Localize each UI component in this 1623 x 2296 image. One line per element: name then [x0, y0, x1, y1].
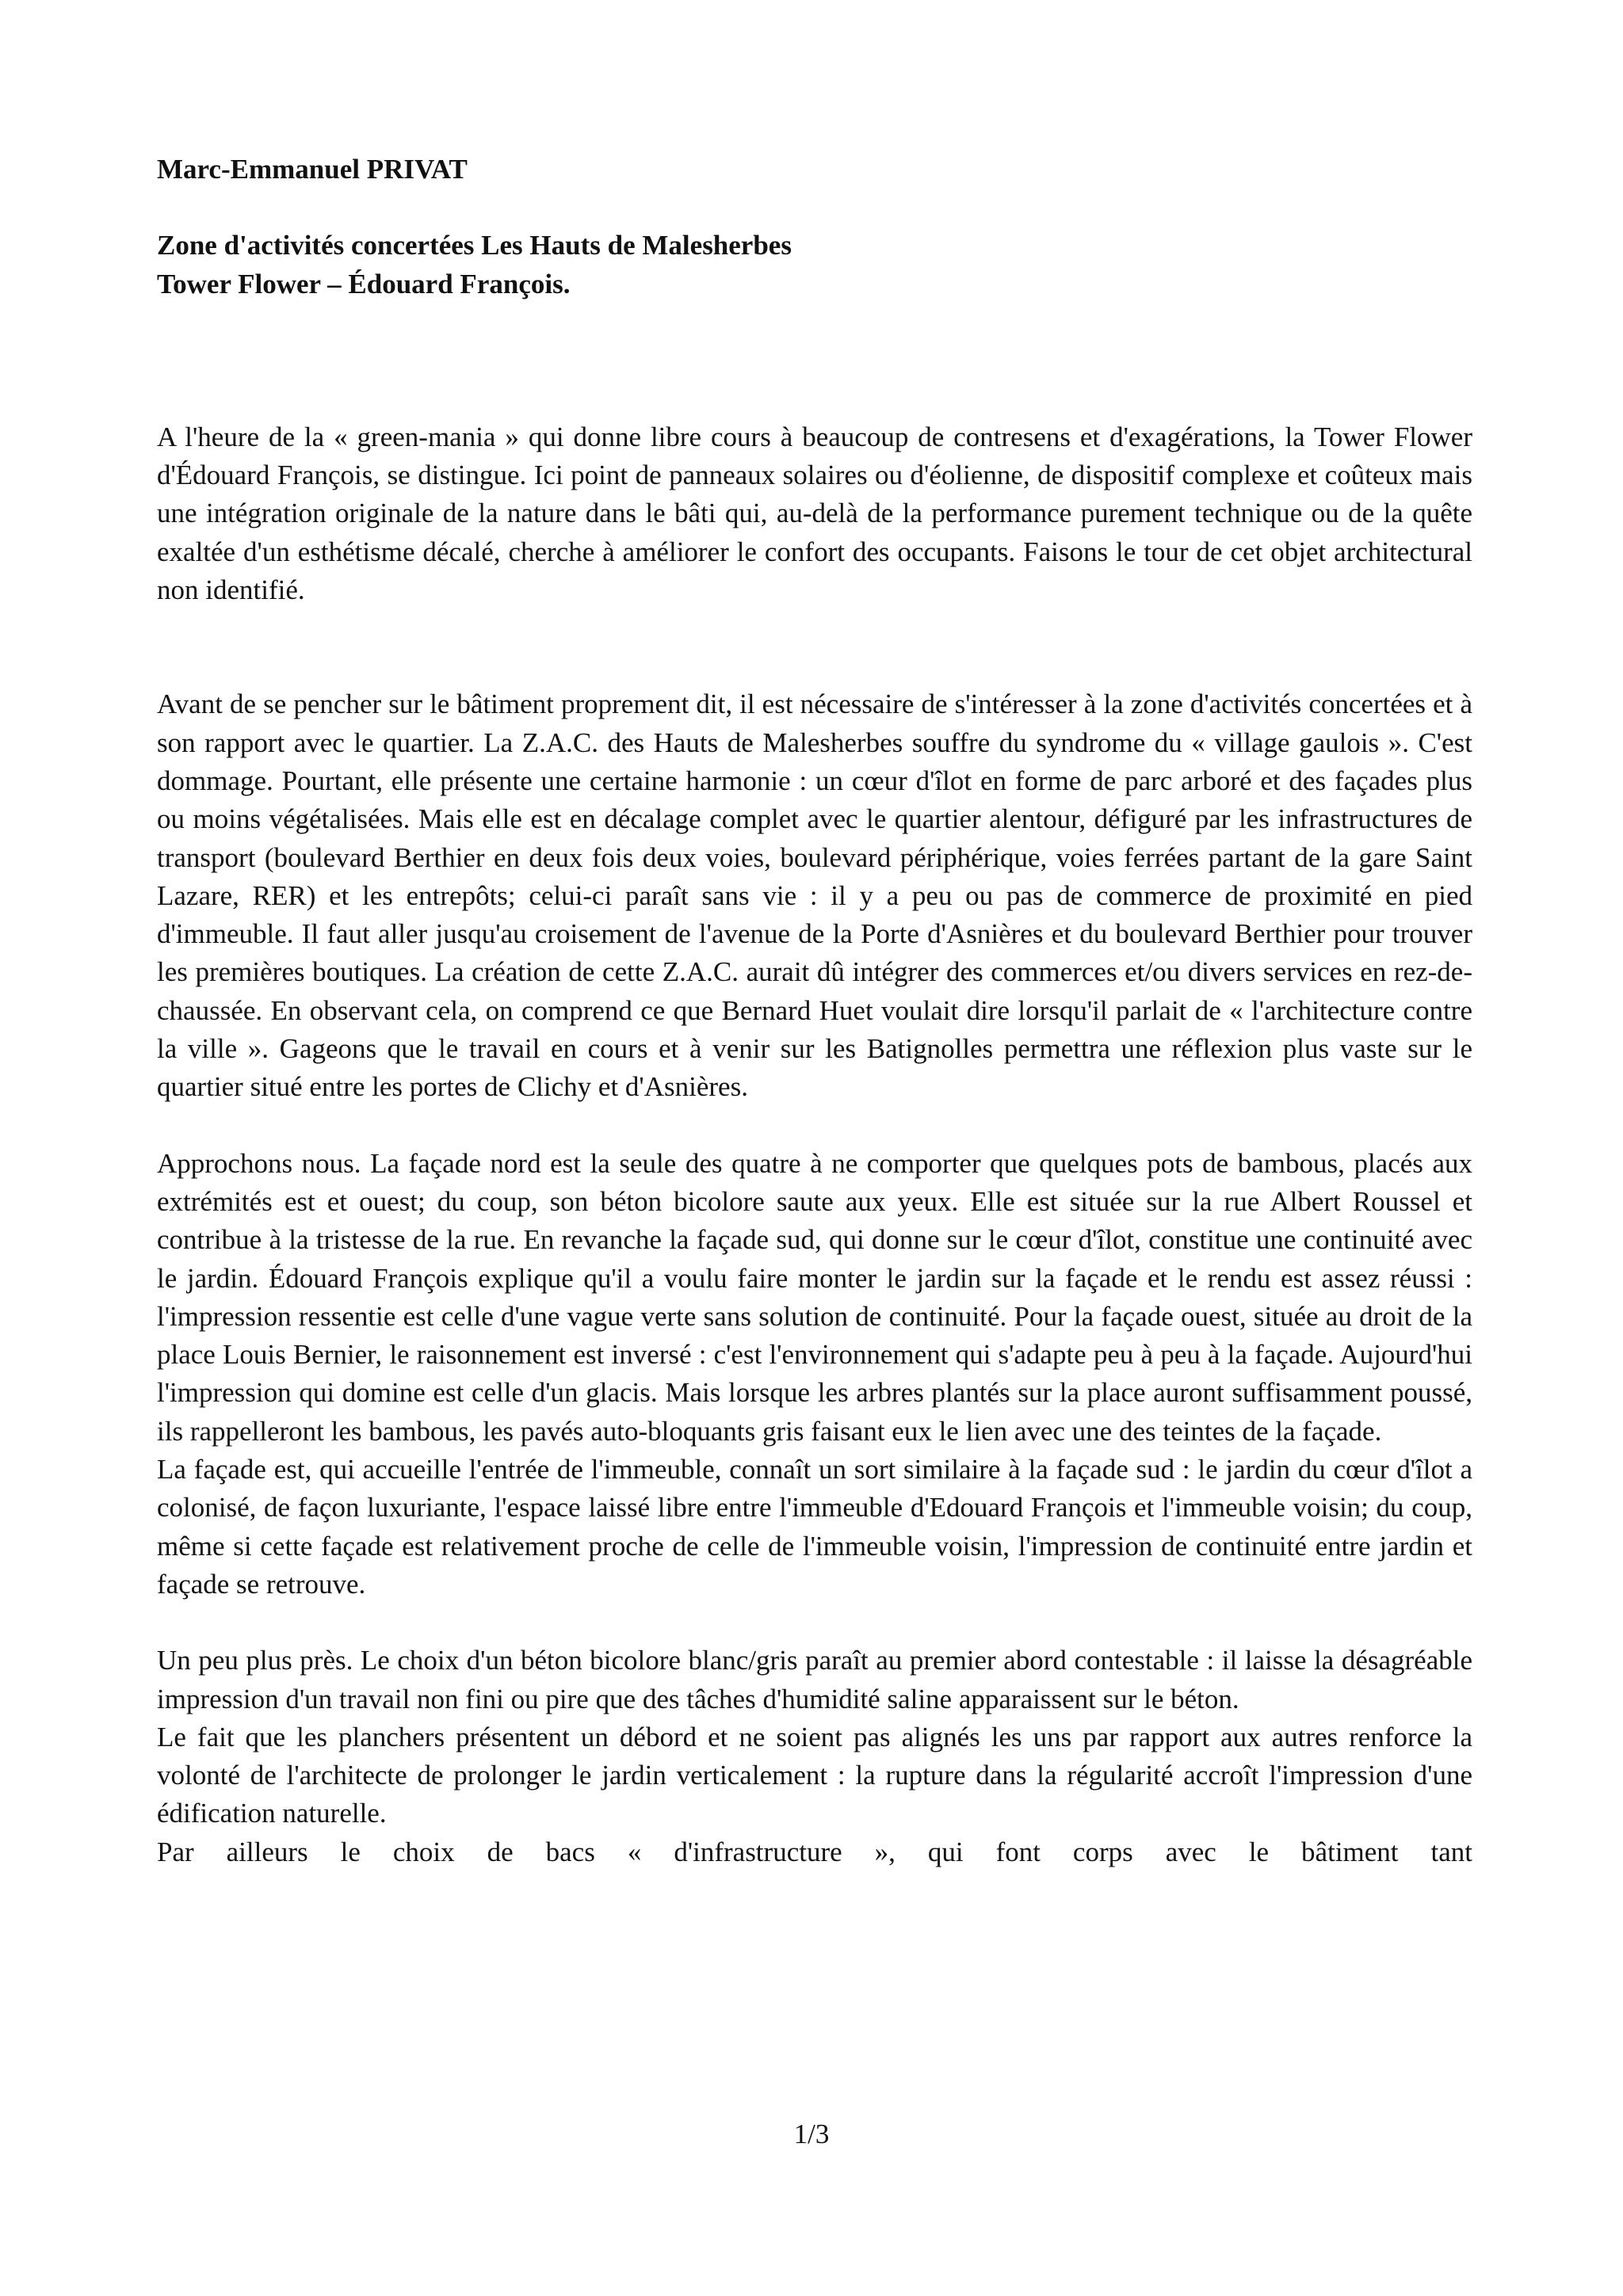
document-page — [157, 151, 1472, 1871]
paragraph-planchers: Le fait que les planchers présentent un débord et ne soient pas alignés les uns par rapport aux autres renforce la volonté de l'architecte de prolonger le jardin verticalement : la rupture dans la régularité accroît l'impression d'une édification naturelle. — [157, 1721, 1472, 1829]
paragraph-facade-est: La façade est, qui accueille l'entrée de l'immeuble, connaît un sort similaire à la façade sud : le jardin du cœur d'îlot a colonisé, de façon luxuriante, l'espace laissé libre entre l'immeuble d'Edouard François et l'immeuble voisin; du coup, même si cette façade est relativement proche de celle de l'immeuble voisin, l'impression de continuité entre jardin et façade se retrouve. — [157, 1454, 1472, 1600]
author-name: Marc-Emmanuel PRIVAT — [157, 154, 468, 185]
paragraph-bacs: Par ailleurs le choix de bacs « d'infrastructure », qui font corps avec le bâtiment tant — [157, 1836, 1472, 1867]
page-number: 1/3 — [793, 2119, 830, 2149]
paragraph-intro: A l'heure de la « green-mania » qui donne libre cours à beaucoup de contresens et d'exagérations, la Tower Flower d'Édouard François, se distingue. Ici point de panneaux solaires ou d'éolienne, de dispositif complexe et coûteux mais une intégration originale de la nature dans le bâti qui, au-delà de la performance purement technique ou de la quête exaltée d'un esthétisme décalé, cherche à améliorer le confort des occupants. Faisons le tour de cet objet architectural non identifié. — [157, 421, 1472, 606]
document-title-line-1: Zone d'activités concertées Les Hauts de Malesherbes — [157, 230, 792, 261]
paragraph-zac: Avant de se pencher sur le bâtiment proprement dit, il est nécessaire de s'intéresser à la zone d'activités concertées et à son rapport avec le quartier. La Z.A.C. des Hauts de Malesherbes souffre du syndrome du « village gaulois ». C'est dommage. Pourtant, elle présente une certaine harmonie : un cœur d'îlot en forme de parc arboré et des façades plus ou moins végétalisées. Mais elle est en décalage complet avec le quartier alentour, défiguré par les infrastructures de transport (boulevard Berthier en deux fois deux voies, boulevard périphérique, voies ferrées partant de la gare Saint Lazare, RER) et les entrepôts; celui-ci paraît sans vie : il y a peu ou pas de commerce de proximité en pied d'immeuble. Il faut aller jusqu'au croisement de l'avenue de la Porte d'Asnières et du boulevard Berthier pour trouver les premières boutiques. La création de cette Z.A.C. aurait dû intégrer des commerces et/ou divers services en rez-de-chaussée. En observant cela, on comprend ce que Bernard Huet voulait dire lorsqu'il parlait de « l'architecture contre la ville ». Gageons que le travail en cours et à venir sur les Batignolles permettra une réflexion plus vaste sur le quartier situé entre les portes de Clichy et d'Asnières. — [157, 688, 1472, 1103]
document-title-line-2: Tower Flower – Édouard François. — [157, 268, 571, 299]
paragraph-beton: Un peu plus près. Le choix d'un béton bicolore blanc/gris paraît au premier abord contestable : il laisse la désagréable impression d'un travail non fini ou pire que des tâches d'humidité saline apparaissent sur le béton. — [157, 1645, 1472, 1714]
paragraph-facades: Approchons nous. La façade nord est la seule des quatre à ne comporter que quelques pots de bambous, placés aux extrémités est et ouest; du coup, son béton bicolore saute aux yeux. Elle est située sur la rue Albert Roussel et contribue à la tristesse de la rue. En revanche la façade sud, qui donne sur le cœur d'îlot, constitue une continuité avec le jardin. Édouard François explique qu'il a voulu faire monter le jardin sur la façade et le rendu est assez réussi : l'impression ressentie est celle d'une vague verte sans solution de continuité. Pour la façade ouest, située au droit de la place Louis Bernier, le raisonnement est inversé : c'est l'environnement qui s'adapte peu à peu à la façade. Aujourd'hui l'impression qui domine est celle d'un glacis. Mais lorsque les arbres plantés sur la place auront suffisamment poussé, ils rappelleront les bambous, les pavés auto-bloquants gris faisant eux le lien avec une des teintes de la façade. — [157, 1147, 1472, 1447]
document-title-block — [157, 227, 1472, 303]
